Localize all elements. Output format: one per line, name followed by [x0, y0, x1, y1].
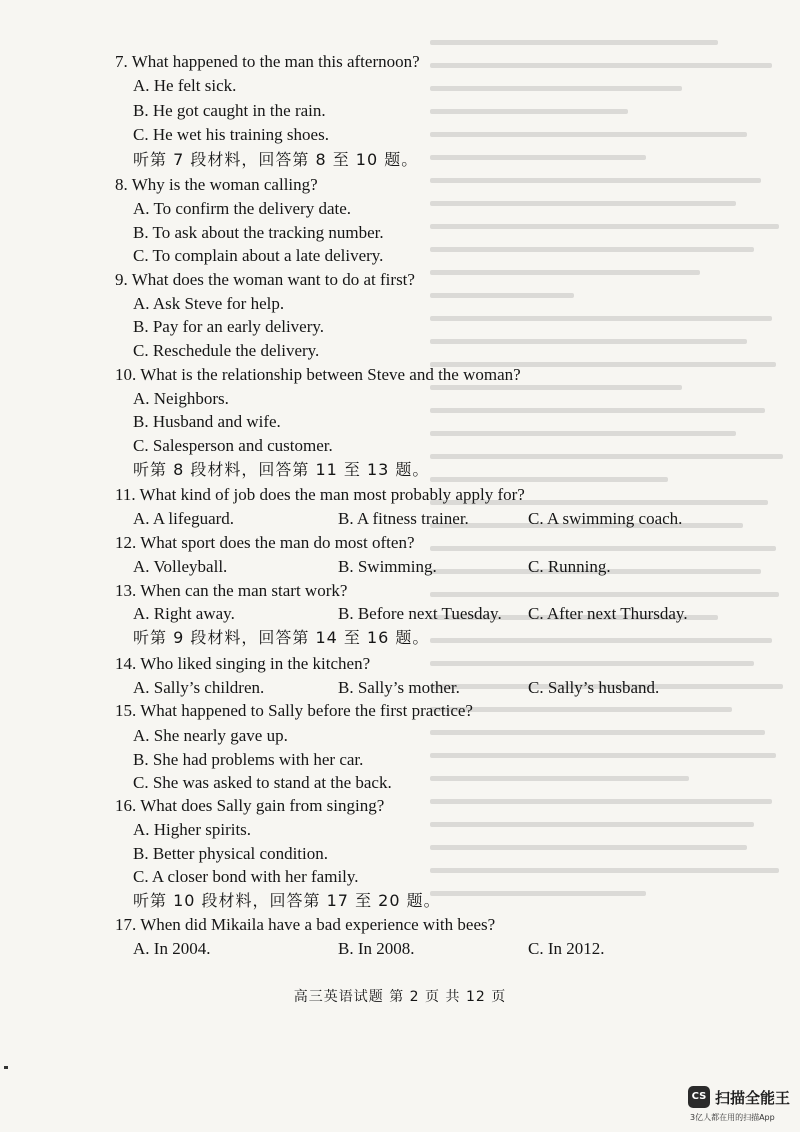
option: B. To ask about the tracking number.	[133, 223, 384, 242]
option: A. He felt sick.	[133, 76, 237, 95]
question-stem: 17. When did Mikaila have a bad experience with bees?	[115, 915, 496, 934]
question-stem: 11. What kind of job does the man most probably apply for?	[115, 485, 525, 504]
option: C. Reschedule the delivery.	[133, 341, 320, 360]
option-row	[133, 938, 733, 960]
option: A. Ask Steve for help.	[133, 294, 285, 313]
option: A. Neighbors.	[133, 389, 229, 408]
question-stem: 15. What happened to Sally before the first practice?	[115, 701, 473, 720]
question-stem: 8. Why is the woman calling?	[115, 175, 318, 194]
option: C. After next Thursday.	[528, 604, 688, 623]
option: C. Salesperson and customer.	[133, 436, 333, 455]
option: B. Sally’s mother.	[338, 678, 460, 697]
question-stem: 14. Who liked singing in the kitchen?	[115, 654, 371, 673]
option: B. Husband and wife.	[133, 412, 281, 431]
option: B. Before next Tuesday.	[338, 604, 502, 623]
option: B. She had problems with her car.	[133, 750, 364, 769]
option: A. A lifeguard.	[133, 509, 235, 528]
option-row	[133, 508, 733, 530]
option: C. Sally’s husband.	[528, 678, 660, 697]
question-stem: 7. What happened to the man this afternoon?	[115, 52, 420, 71]
option: C. In 2012.	[528, 939, 605, 958]
option: C. He wet his training shoes.	[133, 125, 329, 144]
option: C. A closer bond with her family.	[133, 867, 359, 886]
question-stem: 9. What does the woman want to do at first?	[115, 270, 415, 289]
option-row	[133, 677, 733, 699]
option: A. Sally’s children.	[133, 678, 265, 697]
option: C. Running.	[528, 557, 611, 576]
option: A. Higher spirits.	[133, 820, 252, 839]
option: B. A fitness trainer.	[338, 509, 469, 528]
scanner-watermark	[688, 1086, 798, 1130]
question-stem: 10. What is the relationship between Steve and the woman?	[115, 365, 521, 384]
section-instruction: 听第 9 段材料，回答第 14 至 16 题。	[133, 628, 430, 647]
option: C. A swimming coach.	[528, 509, 683, 528]
section-instruction: 听第 10 段材料，回答第 17 至 20 题。	[133, 891, 441, 910]
section-instruction: 听第 8 段材料，回答第 11 至 13 题。	[133, 460, 430, 479]
section-instruction: 听第 7 段材料，回答第 8 至 10 题。	[133, 150, 419, 169]
option: C. She was asked to stand at the back.	[133, 773, 392, 792]
question-stem: 13. When can the man start work?	[115, 581, 348, 600]
page-footer: 高三英语试题 第 2 页 共 12 页	[293, 989, 507, 1005]
option: B. Better physical condition.	[133, 844, 328, 863]
option: A. Volleyball.	[133, 557, 228, 576]
option: B. He got caught in the rain.	[133, 101, 326, 120]
question-stem: 12. What sport does the man do most often?	[115, 533, 415, 552]
option: A. In 2004.	[133, 939, 211, 958]
option: A. Right away.	[133, 604, 235, 623]
option: A. To confirm the delivery date.	[133, 199, 352, 218]
watermark-name: 扫描全能王	[715, 1089, 791, 1107]
option: B. Swimming.	[338, 557, 437, 576]
camscanner-logo-icon: CS	[688, 1086, 710, 1108]
option-row	[133, 556, 733, 578]
scan-speck	[4, 1066, 8, 1069]
watermark-tagline: 3亿人都在用的扫描App	[690, 1113, 775, 1122]
question-stem: 16. What does Sally gain from singing?	[115, 796, 385, 815]
option: A. She nearly gave up.	[133, 726, 288, 745]
option: B. Pay for an early delivery.	[133, 317, 325, 336]
option: C. To complain about a late delivery.	[133, 246, 384, 265]
option: B. In 2008.	[338, 939, 415, 958]
option-row	[133, 603, 733, 625]
